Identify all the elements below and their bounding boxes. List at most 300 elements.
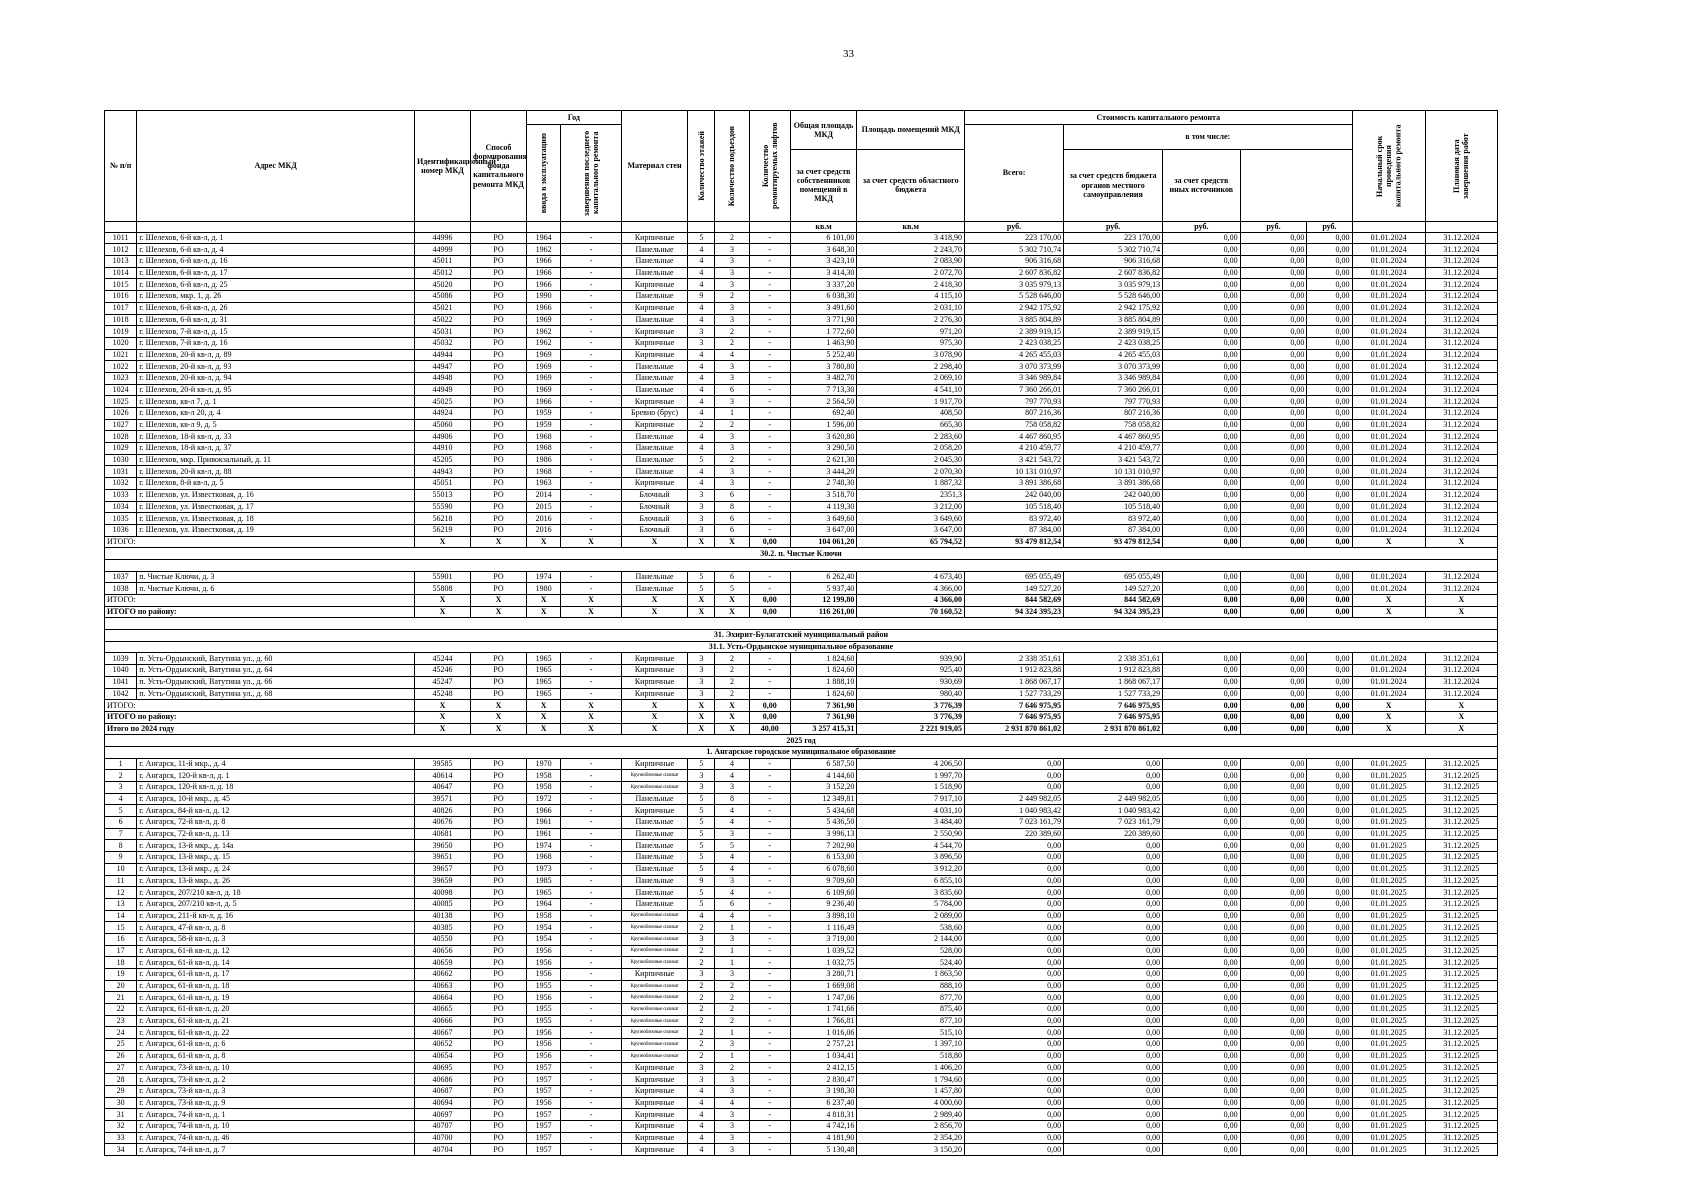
- table-cell: -: [749, 408, 790, 420]
- table-row: [105, 887, 1498, 899]
- capital-repair-table: [104, 110, 1498, 1156]
- table-cell: 01.01.2025: [1352, 1144, 1425, 1156]
- total-cell: 3 776,39: [857, 711, 965, 723]
- table-cell: 2016: [526, 513, 560, 525]
- table-cell: 40654: [415, 1050, 471, 1062]
- table-row: [105, 314, 1498, 326]
- table-cell: 0,00: [1163, 1120, 1241, 1132]
- table-cell: РО: [470, 524, 526, 536]
- table-cell: 1 912 823,88: [1064, 665, 1163, 677]
- total-cell: 40,00: [749, 723, 790, 735]
- table-cell: -: [749, 583, 790, 595]
- table-cell: 44949: [415, 384, 471, 396]
- table-cell: 0,00: [1163, 863, 1241, 875]
- table-cell: 2 144,00: [857, 933, 965, 945]
- table-cell: 0,00: [1064, 1027, 1163, 1039]
- table-cell: 0,00: [1064, 1132, 1163, 1144]
- table-cell: 0,00: [1240, 969, 1307, 981]
- table-cell: 0,00: [1307, 443, 1352, 455]
- table-cell: 797 770,93: [1064, 396, 1163, 408]
- total-cell: X: [688, 536, 715, 548]
- total-cell: 0,00: [1163, 711, 1241, 723]
- total-cell: 7 361,90: [790, 700, 857, 712]
- table-cell: 2 412,15: [790, 1062, 857, 1074]
- table-cell: 6: [715, 571, 749, 583]
- table-cell: РО: [470, 969, 526, 981]
- table-cell: г. Ангарск, 207/210 кв-л, д. 18: [137, 887, 415, 899]
- table-cell: 10: [105, 863, 137, 875]
- table-cell: 0,00: [1307, 524, 1352, 536]
- table-cell: 3 647,00: [857, 524, 965, 536]
- table-row: [105, 945, 1498, 957]
- table-cell: 5: [688, 454, 715, 466]
- table-cell: РО: [470, 1039, 526, 1051]
- table-cell: 4 467 860,95: [965, 431, 1064, 443]
- table-cell: 4: [715, 887, 749, 899]
- table-cell: 31.12.2025: [1425, 933, 1497, 945]
- table-cell: 9: [105, 852, 137, 864]
- table-cell: 5 436,50: [790, 817, 857, 829]
- total-cell: 7 646 975,95: [965, 700, 1064, 712]
- table-cell: 0,00: [1307, 817, 1352, 829]
- table-row: [105, 267, 1498, 279]
- table-cell: 9: [688, 875, 715, 887]
- table-cell: 0,00: [1307, 372, 1352, 384]
- table-row: [105, 1062, 1498, 1074]
- table-cell: 31.12.2024: [1425, 372, 1497, 384]
- table-cell: 3 346 989,84: [1064, 372, 1163, 384]
- table-cell: -: [561, 1027, 621, 1039]
- table-cell: 44999: [415, 244, 471, 256]
- table-cell: 0,00: [1064, 945, 1163, 957]
- table-cell: 10 131 010,97: [965, 466, 1064, 478]
- section-heading-row: [105, 735, 1498, 747]
- table-cell: 0,00: [965, 1062, 1064, 1074]
- total-cell: 0,00: [1307, 606, 1352, 618]
- unit-sqm-total-area: кв.м: [790, 221, 857, 232]
- table-row: [105, 232, 1498, 244]
- total-cell: X: [715, 536, 749, 548]
- table-cell: 3 337,20: [790, 279, 857, 291]
- table-cell: г. Шелехов, ул. Известковая, д. 18: [137, 513, 415, 525]
- table-cell: 1957: [526, 1085, 560, 1097]
- table-cell: 01.01.2024: [1352, 501, 1425, 513]
- table-cell: -: [749, 279, 790, 291]
- table-cell: г. Ангарск, 84-й кв-л, д. 12: [137, 805, 415, 817]
- table-cell: г. Шелехов, ул. Известковая, д. 19: [137, 524, 415, 536]
- table-cell: 0,00: [1240, 232, 1307, 244]
- table-cell: 40662: [415, 969, 471, 981]
- total-cell: X: [561, 700, 621, 712]
- table-cell: 20: [105, 980, 137, 992]
- table-cell: 4 210 459,77: [1064, 443, 1163, 455]
- table-cell: 3: [688, 513, 715, 525]
- table-cell: 17: [105, 945, 137, 957]
- table-cell: 2: [688, 419, 715, 431]
- table-cell: 31.12.2024: [1425, 337, 1497, 349]
- table-cell: 7: [105, 828, 137, 840]
- total-cell: 844 582,69: [1064, 595, 1163, 607]
- table-cell: 0,00: [1163, 852, 1241, 864]
- table-cell: 2 058,20: [857, 443, 965, 455]
- table-cell: -: [749, 688, 790, 700]
- table-cell: РО: [470, 361, 526, 373]
- table-cell: 31.12.2024: [1425, 431, 1497, 443]
- table-cell: 6: [715, 513, 749, 525]
- table-cell: 1016: [105, 291, 137, 303]
- table-cell: Панельные: [621, 291, 688, 303]
- table-cell: 40667: [415, 1027, 471, 1039]
- table-cell: 2: [715, 1062, 749, 1074]
- table-cell: Кирпичные: [621, 302, 688, 314]
- table-cell: 0,00: [1307, 653, 1352, 665]
- table-cell: 0,00: [1240, 910, 1307, 922]
- section-heading: 2025 год: [105, 735, 1498, 747]
- table-cell: 6 855,10: [857, 875, 965, 887]
- table-cell: -: [561, 1109, 621, 1121]
- table-cell: -: [561, 489, 621, 501]
- table-cell: 19: [105, 969, 137, 981]
- table-cell: 1 887,32: [857, 478, 965, 490]
- table-cell: 0,00: [1163, 805, 1241, 817]
- table-cell: г. Ангарск, 13-й мкр., д. 15: [137, 852, 415, 864]
- table-cell: 0,00: [1240, 291, 1307, 303]
- table-cell: 5: [105, 805, 137, 817]
- total-row: [105, 700, 1498, 712]
- table-cell: 692,40: [790, 408, 857, 420]
- table-cell: 4: [688, 431, 715, 443]
- table-cell: 4: [105, 793, 137, 805]
- table-cell: 4: [715, 1097, 749, 1109]
- table-cell: 1020: [105, 337, 137, 349]
- table-cell: 1959: [526, 419, 560, 431]
- table-cell: 01.01.2025: [1352, 969, 1425, 981]
- table-cell: 0,00: [1240, 302, 1307, 314]
- table-cell: Кирпичные: [621, 1085, 688, 1097]
- table-cell: 55013: [415, 489, 471, 501]
- table-cell: 01.01.2024: [1352, 676, 1425, 688]
- table-cell: 665,30: [857, 419, 965, 431]
- table-cell: 32: [105, 1120, 137, 1132]
- total-cell: X: [715, 700, 749, 712]
- header-start-label: Начальный срок проведения капитального ремонта: [1374, 124, 1403, 208]
- table-cell: 31.12.2024: [1425, 326, 1497, 338]
- total-cell: X: [526, 723, 560, 735]
- table-cell: Панельные: [621, 583, 688, 595]
- table-cell: 01.01.2025: [1352, 1004, 1425, 1016]
- table-cell: -: [749, 314, 790, 326]
- table-cell: 0,00: [1064, 875, 1163, 887]
- table-cell: 45051: [415, 478, 471, 490]
- table-cell: 3: [688, 1062, 715, 1074]
- table-cell: 0,00: [1307, 840, 1352, 852]
- header-end: [1425, 111, 1497, 222]
- table-cell: 0,00: [1163, 875, 1241, 887]
- table-cell: 0,00: [1163, 992, 1241, 1004]
- unit-empty-cell: [105, 221, 137, 232]
- table-row: [105, 489, 1498, 501]
- table-cell: 0,00: [965, 957, 1064, 969]
- table-cell: 3: [688, 653, 715, 665]
- table-cell: 01.01.2024: [1352, 443, 1425, 455]
- table-cell: г. Шелехов, 18-й кв-л, д. 37: [137, 443, 415, 455]
- table-cell: -: [749, 817, 790, 829]
- table-cell: -: [561, 828, 621, 840]
- table-cell: 31.12.2025: [1425, 840, 1497, 852]
- table-cell: 0,00: [1240, 828, 1307, 840]
- table-cell: 0,00: [1163, 758, 1241, 770]
- table-cell: 1040: [105, 665, 137, 677]
- table-cell: 0,00: [1240, 887, 1307, 899]
- total-cell: X: [470, 536, 526, 548]
- table-cell: 0,00: [1240, 1132, 1307, 1144]
- table-cell: -: [561, 688, 621, 700]
- table-cell: 3: [715, 256, 749, 268]
- table-cell: 3 421 543,72: [965, 454, 1064, 466]
- table-cell: 3 518,70: [790, 489, 857, 501]
- spacer-cell: [105, 559, 1498, 571]
- table-cell: п. Усть-Ордынский, Ватутина ул., д. 68: [137, 688, 415, 700]
- table-cell: 45244: [415, 653, 471, 665]
- table-cell: 0,00: [1163, 957, 1241, 969]
- table-cell: 9 709,60: [790, 875, 857, 887]
- table-cell: 223 170,00: [965, 232, 1064, 244]
- table-cell: РО: [470, 1085, 526, 1097]
- table-cell: 3: [715, 361, 749, 373]
- table-cell: 5 528 646,00: [965, 291, 1064, 303]
- header-owners: за счет средств собственников помещений в МКД: [790, 149, 857, 221]
- table-cell: 0,00: [1240, 1015, 1307, 1027]
- table-cell: 31.12.2025: [1425, 1109, 1497, 1121]
- table-cell: г. Ангарск, 47-й кв-л, д. 8: [137, 922, 415, 934]
- table-cell: 1026: [105, 408, 137, 420]
- table-cell: г. Ангарск, 72-й кв-л, д. 13: [137, 828, 415, 840]
- table-cell: 1 527 733,29: [965, 688, 1064, 700]
- table-cell: 0,00: [1240, 1144, 1307, 1156]
- table-row: [105, 875, 1498, 887]
- table-row: [105, 676, 1498, 688]
- total-cell: 0,00: [1240, 606, 1307, 618]
- table-cell: 40647: [415, 782, 471, 794]
- table-cell: 5: [688, 887, 715, 899]
- table-cell: 2 354,20: [857, 1132, 965, 1144]
- table-cell: г. Ангарск, 120-й кв-л, д. 18: [137, 782, 415, 794]
- table-cell: 3 290,50: [790, 443, 857, 455]
- table-cell: 45205: [415, 454, 471, 466]
- table-cell: 31.12.2024: [1425, 665, 1497, 677]
- unit-empty-cell: [1352, 221, 1425, 232]
- header-floors: [688, 111, 715, 222]
- table-cell: 8: [715, 501, 749, 513]
- table-cell: -: [749, 922, 790, 934]
- table-cell: 31.12.2025: [1425, 1085, 1497, 1097]
- table-cell: 3 885 804,89: [1064, 314, 1163, 326]
- table-cell: РО: [470, 1132, 526, 1144]
- table-cell: 01.01.2024: [1352, 653, 1425, 665]
- table-cell: 6 587,50: [790, 758, 857, 770]
- table-cell: 31.12.2024: [1425, 396, 1497, 408]
- table-cell: РО: [470, 302, 526, 314]
- table-cell: 0,00: [1240, 513, 1307, 525]
- table-cell: -: [561, 302, 621, 314]
- table-cell: Кирпичные: [621, 805, 688, 817]
- table-cell: 0,00: [1064, 1074, 1163, 1086]
- table-cell: 2: [715, 232, 749, 244]
- table-cell: 45025: [415, 396, 471, 408]
- header-year-commission: [526, 124, 560, 221]
- table-cell: Кирпичные: [621, 1062, 688, 1074]
- table-cell: 45020: [415, 279, 471, 291]
- table-cell: 31.12.2024: [1425, 513, 1497, 525]
- table-cell: -: [749, 992, 790, 1004]
- table-cell: -: [749, 1132, 790, 1144]
- table-cell: Крупноблочные силикат: [621, 782, 688, 794]
- table-cell: 0,00: [1064, 840, 1163, 852]
- table-cell: 1965: [526, 688, 560, 700]
- table-row: [105, 571, 1498, 583]
- table-cell: РО: [470, 513, 526, 525]
- table-cell: 4 467 860,95: [1064, 431, 1163, 443]
- table-cell: г. Ангарск, 61-й кв-л, д. 6: [137, 1039, 415, 1051]
- total-row: [105, 606, 1498, 618]
- table-cell: 31.12.2024: [1425, 384, 1497, 396]
- table-cell: 31.12.2024: [1425, 279, 1497, 291]
- table-cell: Кирпичные: [621, 1120, 688, 1132]
- table-cell: -: [561, 1074, 621, 1086]
- table-cell: 0,00: [1163, 372, 1241, 384]
- table-cell: 31.12.2024: [1425, 443, 1497, 455]
- table-cell: -: [561, 898, 621, 910]
- table-cell: 0,00: [1240, 1097, 1307, 1109]
- table-cell: 888,10: [857, 980, 965, 992]
- table-cell: 40665: [415, 1004, 471, 1016]
- table-cell: -: [561, 758, 621, 770]
- table-cell: 0,00: [1163, 1050, 1241, 1062]
- section-heading: 31.1. Усть-Ордынское муниципальное образование: [105, 641, 1498, 653]
- table-cell: -: [749, 969, 790, 981]
- table-cell: 807 216,36: [1064, 408, 1163, 420]
- table-cell: 01.01.2025: [1352, 875, 1425, 887]
- total-cell: 7 646 975,95: [1064, 700, 1163, 712]
- table-cell: 242 040,00: [965, 489, 1064, 501]
- table-cell: -: [561, 852, 621, 864]
- table-cell: 4: [688, 1097, 715, 1109]
- table-cell: 3: [715, 933, 749, 945]
- table-cell: 1 406,20: [857, 1062, 965, 1074]
- table-cell: 0,00: [965, 910, 1064, 922]
- table-cell: 2: [715, 992, 749, 1004]
- table-cell: 0,00: [1064, 1120, 1163, 1132]
- table-cell: 0,00: [1240, 326, 1307, 338]
- table-cell: 5: [688, 805, 715, 817]
- table-cell: 1 463,90: [790, 337, 857, 349]
- table-cell: 3 035 979,13: [965, 279, 1064, 291]
- table-cell: 01.01.2024: [1352, 267, 1425, 279]
- table-cell: 0,00: [1307, 922, 1352, 934]
- table-cell: 31.12.2025: [1425, 852, 1497, 864]
- table-cell: 44948: [415, 372, 471, 384]
- unit-empty-cell: [470, 221, 526, 232]
- header-cost-group: Стоимость капитального ремонта: [965, 111, 1353, 125]
- table-cell: г. Шелехов, 6-й кв-л, д. 17: [137, 267, 415, 279]
- table-cell: 31.12.2024: [1425, 478, 1497, 490]
- table-cell: 44947: [415, 361, 471, 373]
- table-cell: 0,00: [1064, 1109, 1163, 1121]
- table-cell: 1017: [105, 302, 137, 314]
- table-cell: 0,00: [1163, 922, 1241, 934]
- table-cell: 5 130,48: [790, 1144, 857, 1156]
- table-cell: -: [561, 969, 621, 981]
- table-cell: г. Шелехов, кв-л 20, д. 4: [137, 408, 415, 420]
- table-cell: 1954: [526, 922, 560, 934]
- table-cell: 2 045,30: [857, 454, 965, 466]
- table-cell: 0,00: [1240, 1050, 1307, 1062]
- table-cell: 5: [688, 758, 715, 770]
- table-cell: 3 891 386,68: [965, 478, 1064, 490]
- total-cell: 0,00: [1163, 700, 1241, 712]
- table-cell: 0,00: [1064, 770, 1163, 782]
- unit-sqm-premises-area: кв.м: [857, 221, 965, 232]
- table-cell: 797 770,93: [965, 396, 1064, 408]
- table-cell: -: [561, 1097, 621, 1109]
- table-cell: 4 265 455,03: [965, 349, 1064, 361]
- table-cell: 01.01.2024: [1352, 524, 1425, 536]
- table-cell: 0,00: [1163, 782, 1241, 794]
- table-cell: Панельные: [621, 793, 688, 805]
- table-cell: 1969: [526, 384, 560, 396]
- table-cell: 524,40: [857, 957, 965, 969]
- table-row: [105, 992, 1498, 1004]
- table-cell: 31.12.2025: [1425, 1004, 1497, 1016]
- table-row: [105, 349, 1498, 361]
- header-local: за счет средств бюджета органов местного самоуправления: [1064, 149, 1163, 221]
- table-cell: 7 360 266,01: [965, 384, 1064, 396]
- table-cell: 2: [688, 922, 715, 934]
- table-cell: 31.12.2025: [1425, 875, 1497, 887]
- table-cell: 40676: [415, 817, 471, 829]
- table-cell: РО: [470, 957, 526, 969]
- table-cell: 0,00: [1240, 349, 1307, 361]
- table-cell: г. Шелехов, 6-й кв-л, д. 4: [137, 244, 415, 256]
- table-cell: 0,00: [1307, 583, 1352, 595]
- table-cell: 3 152,20: [790, 782, 857, 794]
- table-cell: 1: [715, 957, 749, 969]
- table-cell: 31.12.2024: [1425, 232, 1497, 244]
- table-cell: 0,00: [1240, 1074, 1307, 1086]
- table-cell: 1 741,66: [790, 1004, 857, 1016]
- table-cell: 01.01.2025: [1352, 1039, 1425, 1051]
- table-cell: 1: [715, 945, 749, 957]
- table-cell: 6 153,00: [790, 852, 857, 864]
- table-cell: Панельные: [621, 454, 688, 466]
- table-cell: г. Ангарск, 58-й кв-л, д. 3: [137, 933, 415, 945]
- table-cell: 939,90: [857, 653, 965, 665]
- table-cell: г. Ангарск, 74-й кв-л, д. 1: [137, 1109, 415, 1121]
- table-cell: Кирпичные: [621, 1109, 688, 1121]
- table-cell: 1966: [526, 396, 560, 408]
- table-cell: 2 449 982,05: [965, 793, 1064, 805]
- table-cell: 0,00: [965, 1097, 1064, 1109]
- table-cell: 2: [688, 980, 715, 992]
- table-cell: 31.12.2024: [1425, 349, 1497, 361]
- table-cell: 528,00: [857, 945, 965, 957]
- table-cell: -: [749, 1085, 790, 1097]
- table-cell: РО: [470, 1074, 526, 1086]
- table-cell: 0,00: [1240, 466, 1307, 478]
- table-cell: Панельные: [621, 863, 688, 875]
- table-cell: 3 212,00: [857, 501, 965, 513]
- table-cell: 31.12.2025: [1425, 957, 1497, 969]
